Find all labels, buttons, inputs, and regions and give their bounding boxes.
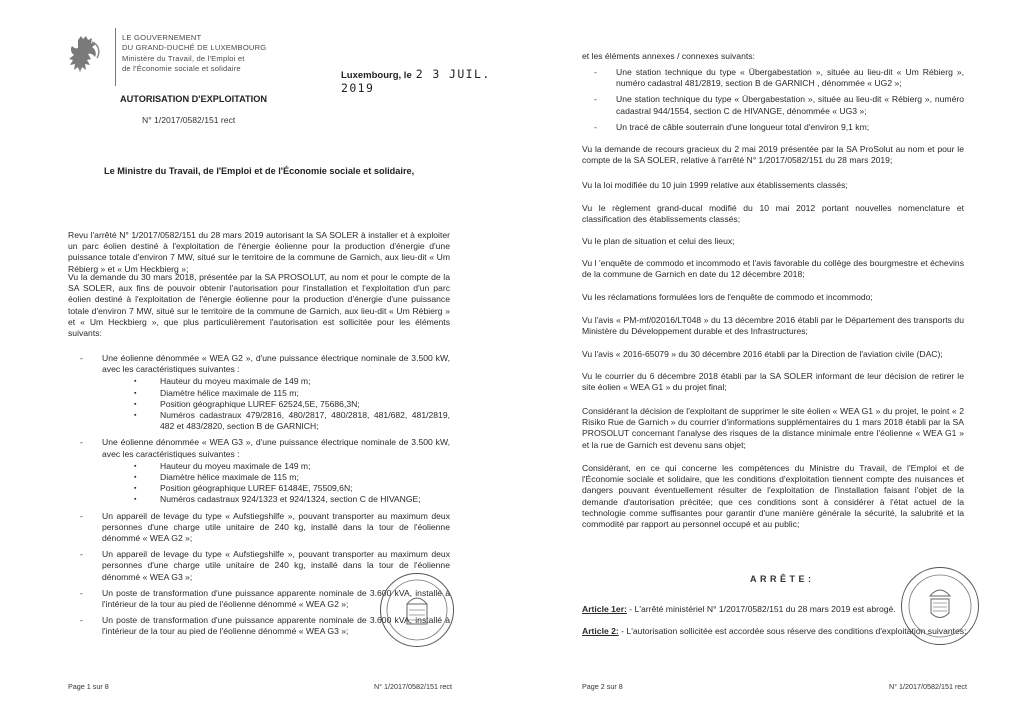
place-date-label: Luxembourg, le [341, 70, 412, 81]
paragraph-considerant-1: Considérant la décision de l'exploitant de supprimer le site éolien « WEA G1 » du projet, le point « 2 Risiko Rue de Garnich » du courrier d'informations supplémentaires du 1 mars 2018 établi par la SA PROSOLUT concernant l'analyse des risques de la distance minimale entre l'éolienne « WEA G1 » et la rue de Garnich est devenu sans objet; [582, 406, 964, 450]
paragraph-avis-dac: Vu l'avis « 2016-65079 » du 30 décembre 2016 établi par la Direction de l'aviation civile (DAC); [582, 349, 943, 359]
sub-item: ▪ Hauteur du moyeu maximale de 149 m; [102, 376, 450, 387]
official-stamp [380, 573, 454, 647]
document-title: AUTORISATION D'EXPLOITATION [120, 94, 267, 104]
document-number: N° 1/2017/0582/151 rect [142, 115, 236, 125]
article-1-text: - L'arrêté ministériel N° 1/2017/0582/151 du 28 mars 2019 est abrogé. [626, 604, 896, 614]
gov-line-2: DU GRAND-DUCHÉ DE LUXEMBOURG [122, 43, 267, 53]
minister-heading: Le Ministre du Travail, de l'Emploi et de l'Économie sociale et solidaire, [104, 166, 415, 176]
official-stamp [901, 567, 979, 645]
sub-item: ▪ Position géographique LUREF 62524,5E, 75686,3N; [102, 399, 450, 410]
stamp-crest-icon [902, 568, 978, 644]
sub-item: ▪ Diamètre hélice maximale de 115 m; [102, 472, 450, 483]
stamp-crest-icon [381, 574, 453, 646]
stamped-date: 2 3 JUIL. 2019 [341, 67, 491, 95]
list-item-transformer-g3: - Un poste de transformation d'une puissance apparente nominale de 3.600 kVA, installé à l'intérieur de la tour au pied de l'éolienne dénommé « WEA G3 »; [68, 615, 450, 637]
sub-item: ▪ Numéros cadastraux 479/2816, 480/2817, 480/2818, 481/682, 481/2819, 482 et 483/2820, section B de GARNICH; [102, 410, 450, 432]
footer-reference: N° 1/2017/0582/151 rect [889, 682, 967, 691]
ministry-line-2: de l'Économie sociale et solidaire [122, 63, 241, 73]
paragraph-loi: Vu la loi modifiée du 10 juin 1999 relative aux établissements classés; [582, 180, 848, 190]
list-item-lift-g2: - Un appareil de levage du type « Aufstiegshilfe », pouvant transporter au maximum deux personnes d'une charge utile unitaire de 240 kg, installé dans la tour de l'éolienne dénommé « WEA G2 »; [68, 511, 450, 545]
paragraph-avis-transports: Vu l'avis « PM-mf/02016/LT048 » du 13 décembre 2016 établi par le Département des transports du Ministère du Développement durable et des Infrastructures; [582, 315, 964, 337]
gov-line-1: LE GOUVERNEMENT [122, 33, 202, 42]
paragraph-vu-demande: Vu la demande du 30 mars 2018, présentée par la SA PROSOLUT, au nom et pour le compte de la SA SOLER, aux fins de pouvoir obtenir l'autorisation pour l'installation et l'exploitation d'un parc éolien destiné à l'exploitation de l'énergie éolienne pour la production d'énergie d'une puissance totale d'environ 7 MW, situé sur le territoire de la commune de Garnich, aux lieu-dit « Um Rébierg » et « Um Heckbierg », que plus particulièrement l'autorisation est sollicitée pour les éléments suivants: [68, 272, 450, 339]
list-item-ug3: - Une station technique du type « Übergabestation », située au lieu-dit « Rébierg », numéro cadastral 944/1554, section C de HIVANGE, dénommée « UG3 »; [582, 94, 964, 116]
arrete-heading: ARRÊTE: [750, 574, 815, 584]
annex-list [582, 67, 964, 138]
footer-page-number: Page 1 sur 8 [68, 682, 109, 691]
lion-crest-icon [68, 34, 102, 76]
sub-item: ▪ Numéros cadastraux 924/1323 et 924/1324, section C de HIVANGE; [102, 494, 450, 505]
paragraph-revu: Revu l'arrêté N° 1/2017/0582/151 du 28 mars 2019 autorisant la SA SOLER à installer et à exploiter un parc éolien destiné à l'exploitation de l'énergie éolienne pour la production d'énergie d'une puissance totale d'environ 7 MW, situé sur le territoire de la commune de Garnich, aux lieu-dit « Um Rébierg » et « Um Heckbierg »; [68, 230, 450, 274]
list-item-cable: - Un tracé de câble souterrain d'une longueur total d'environ 9,1 km; [582, 122, 964, 133]
article-1-label: Article 1er: [582, 604, 627, 614]
list-item-wea-g3: - Une éolienne dénommée « WEA G3 », d'une puissance électrique nominale de 3.500 kW, avec les caractéristiques suivantes : ▪ Hauteur du moyeu maximale de 149 m; ▪ Diamètre hélice maximale de 115 m; ▪ Position géographique LUREF 61484E, 75509,6N; ▪ Numéros cadastraux 924/1323 et 924/1324, section C de HIVANGE; [68, 437, 450, 505]
paragraph-courrier: Vu le courrier du 6 décembre 2018 établi par la SA SOLER informant de leur décision de retirer le site éolien « WEA G1 » du projet final; [582, 371, 964, 393]
paragraph-considerant-2: Considérant, en ce qui concerne les compétences du Ministre du Travail, de l'Emploi et de l'Économie sociale et solidaire, que les conditions d'exploitation tiennent compte des nuisances et dangers pouvant éventuellement résulter de l'exploitation de l'installation faisant l'objet de la demande d'autorisation précitée; que ces conditions sont à considérer à l'état actuel de la technologie comme suffisantes pour garantir d'une manière générale la sécurité, la salubrité et la commodité par rapport au personnel occupé et au public; [582, 463, 964, 530]
paragraph-enquete: Vu l 'enquête de commodo et incommodo et l'avis favorable du collège des bourgmestre et échevins de la commune de Garnich en date du 12 décembre 2018; [582, 258, 964, 280]
paragraph-plan: Vu le plan de situation et celui des lieux; [582, 236, 735, 246]
list-item-transformer-g2: - Un poste de transformation d'une puissance apparente nominale de 3.600 kVA, installé à l'intérieur de la tour au pied de l'éolienne dénommé « WEA G2 »; [68, 588, 450, 610]
place-date [341, 67, 512, 95]
sub-item: ▪ Diamètre hélice maximale de 115 m; [102, 388, 450, 399]
footer-reference: N° 1/2017/0582/151 rect [374, 682, 452, 691]
list-item-wea-g2: - Une éolienne dénommée « WEA G2 », d'une puissance électrique nominale de 3.500 kW, avec les caractéristiques suivantes : ▪ Hauteur du moyeu maximale de 149 m; ▪ Diamètre hélice maximale de 115 m; ▪ Position géographique LUREF 62524,5E, 75686,3N; ▪ Numéros cadastraux 479/2816, 480/2817, 480/2818, 481/682, 481/2819, 482 et 483/2820, section B de GARNICH; [68, 353, 450, 432]
article-2-label: Article 2: [582, 626, 619, 636]
paragraph-recours: Vu la demande de recours gracieux du 2 mai 2019 présentée par la SA ProSolut au nom et pour le compte de la SA SOLER, relative à l'arrêté N° 1/2017/0582/151 du 28 mars 2019; [582, 144, 964, 166]
footer-page-number: Page 2 sur 8 [582, 682, 623, 691]
letterhead-divider [115, 28, 116, 86]
letterhead [122, 33, 266, 74]
list-item-lift-g3: - Un appareil de levage du type « Aufstiegshilfe », pouvant transporter au maximum deux personnes d'une charge utile unitaire de 240 kg, installé dans la tour de l'éolienne dénommé « WEA G3 »; [68, 549, 450, 583]
list-item-ug2: - Une station technique du type « Übergabestation », située au lieu-dit « Um Rébierg », numéro cadastral 481/2819, section B de GARNICH , dénommée « UG2 »; [582, 67, 964, 89]
ministry-line-1: Ministère du Travail, de l'Emploi et [122, 53, 245, 63]
sub-item: ▪ Position géographique LUREF 61484E, 75509,6N; [102, 483, 450, 494]
paragraph-reglement: Vu le règlement grand-ducal modifié du 10 mai 2012 portant nouvelles nomenclature et classification des établissements classés; [582, 203, 964, 225]
document-page-2 [512, 0, 1024, 723]
annex-intro: et les éléments annexes / connexes suivants: [582, 51, 755, 61]
sub-item: ▪ Hauteur du moyeu maximale de 149 m; [102, 461, 450, 472]
paragraph-reclamations: Vu les réclamations formulées lors de l'enquête de commodo et incommodo; [582, 292, 873, 302]
article-2-text: - L'autorisation sollicitée est accordée sous réserve des conditions d'exploitation suivantes: [618, 626, 967, 636]
